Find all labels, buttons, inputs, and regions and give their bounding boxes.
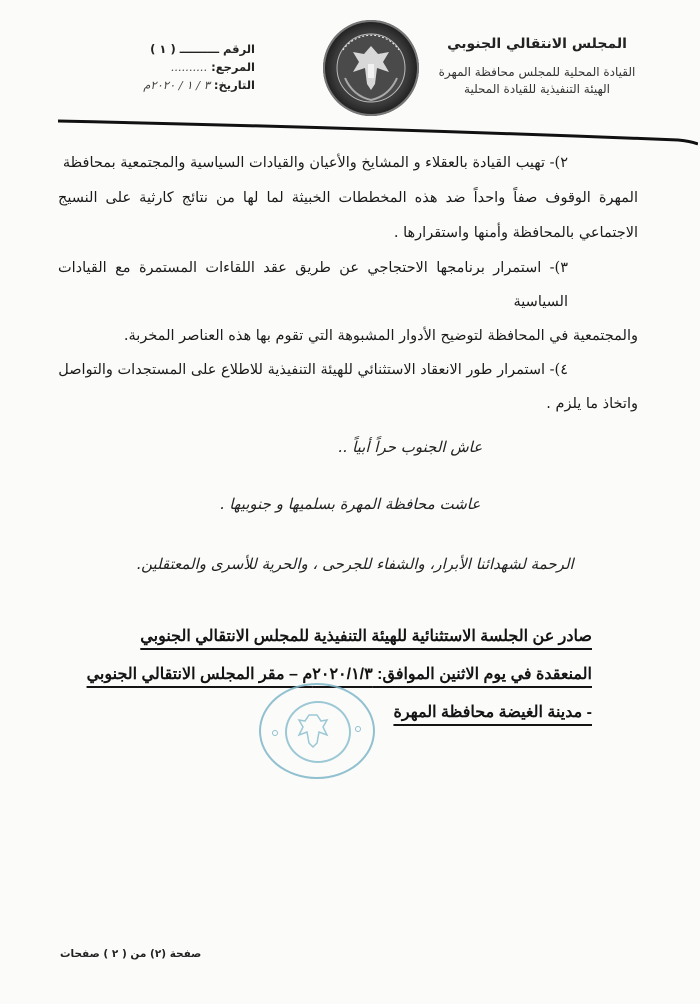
slogan-martyrs: الرحمة لشهدائنا الأبرار، والشفاء للجرحى ، والحرية للأسرى والمعتقلين.: [136, 555, 574, 573]
org-subline-2: الهيئة التنفيذية للقيادة المحلية: [464, 82, 610, 96]
page-number: صفحة (٢) من ( ٢ ) صفحات: [60, 948, 202, 960]
reference-block: [80, 40, 255, 94]
reference-ref-label: المرجع:: [211, 60, 255, 74]
reference-ref-value: ..........: [170, 60, 208, 74]
council-emblem-icon: [323, 20, 419, 116]
paragraph-item-3-first: ٣)- استمرار برنامجها الاحتجاجي عن طريق عقد اللقاءات المستمرة مع القيادات السياسية: [58, 260, 568, 310]
org-name: المجلس الانتقالي الجنوبي: [447, 36, 627, 52]
org-subline-1: القيادة المحلية للمجلس محافظة المهرة: [438, 65, 636, 79]
letterhead-org-block: [422, 36, 652, 98]
reference-date-label: التاريخ:: [213, 78, 255, 92]
paragraph-item-4: [58, 353, 638, 421]
issued-line-1: صادر عن الجلسة الاستثنائية للهيئة التنفيذية للمجلس الانتقالي الجنوبي: [140, 628, 592, 645]
reference-number-value: ( ١ ): [150, 42, 176, 56]
reference-date-value: ٣ / ١ / ٢٠٢٠م: [143, 78, 210, 92]
official-stamp-icon: [259, 683, 375, 779]
reference-number-label: الرقم: [223, 42, 255, 56]
paragraph-item-3-rest: والمجتمعية في المحافظة لتوضيح الأدوار المشبوهة التي تقوم بها هذه العناصر المخربة.: [123, 328, 638, 344]
paragraph-item-3: [58, 251, 638, 353]
slogan-south: عاش الجنوب حراً أبياً ..: [337, 438, 483, 456]
paragraph-item-2-first: ٢)- تهيب القيادة بالعقلاء و المشايخ والأعيان والقيادات السياسية والمجتمعية بمحافظة: [62, 155, 568, 171]
slogan-mahra: عاشت محافظة المهرة بسلميها و جنوبيها .: [219, 495, 481, 513]
paragraph-item-4-rest: واتخاذ ما يلزم .: [546, 396, 638, 412]
header-divider: [58, 118, 698, 148]
paragraph-item-2-rest: المهرة الوقوف صفاً واحداً ضد هذه المخططات الخبيثة لما لها من نتائج كارثية على النسيج الاجتماعي بالمحافظة وأمنها واستقرارها .: [58, 190, 638, 241]
paragraph-item-2: [58, 146, 638, 251]
body-text: [58, 146, 638, 421]
issued-line-2: المنعقدة في يوم الاثنين الموافق: ٢٠٢٠/١/٣م – مقر المجلس الانتقالي الجنوبي: [86, 666, 592, 683]
reference-number-row: الرقم ــــــــــ ( ١ ): [150, 42, 255, 56]
reference-date-row: [80, 76, 255, 94]
paragraph-item-4-first: ٤)- استمرار طور الانعقاد الاستثنائي للهيئة التنفيذية للاطلاع على المستجدات والتواصل: [58, 362, 568, 378]
issued-line-3: - مدينة الغيضة محافظة المهرة: [393, 704, 592, 721]
reference-ref-row: [80, 58, 255, 76]
